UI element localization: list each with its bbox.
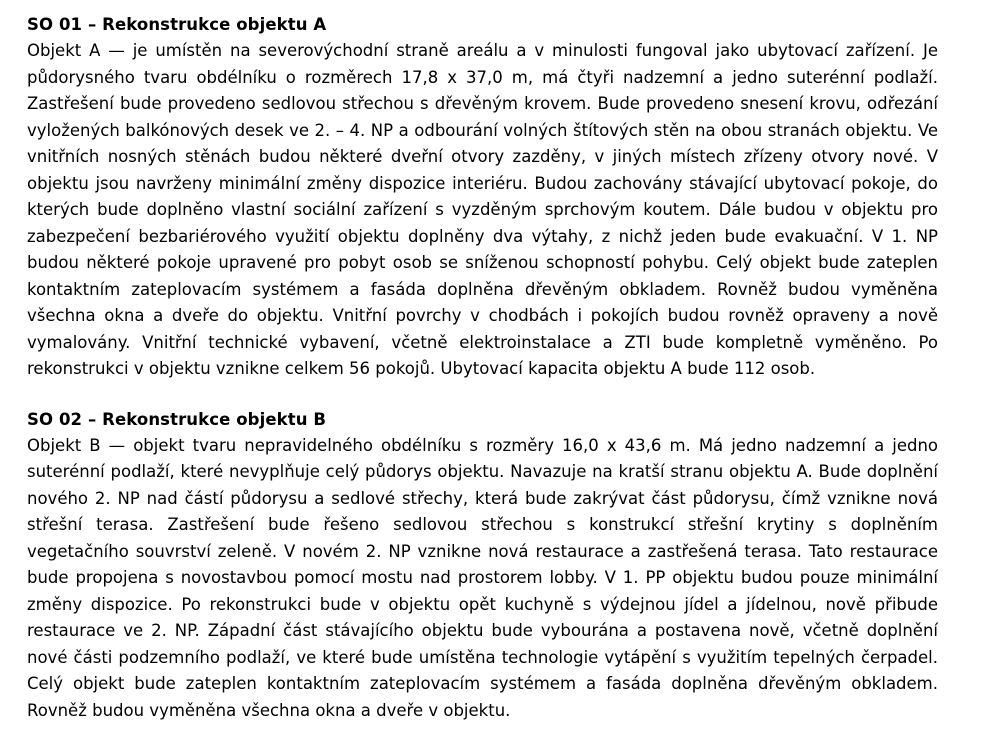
section-so-01	[27, 12, 938, 383]
section-so-02	[27, 407, 938, 725]
section-so-02-body: Objekt B — objekt tvaru nepravidelného obdélníku s rozměry 16,0 x 43,6 m. Má jedno nadzemní a jedno suterénní podlaží, které nevyplňuje celý půdorys objektu. Navazuje na kratší stranu objektu A. Bude doplnění nového 2. NP nad částí půdorysu a sedlové střechy, která bude zakrývat část půdorysu, čímž vznikne nová střešní terasa. Zastřešení bude řešeno sedlovou střechou s konstrukcí střešní krytiny s doplněním vegetačního souvrství zeleně. V novém 2. NP vznikne nová restaurace a zastřešená terasa. Tato restaurace bude propojena s novostavbou pomocí mostu nad prostorem lobby. V 1. PP objektu budou pouze minimální změny dispozice. Po rekonstrukci bude v objektu opět kuchyně s výdejnou jídel a jídelnou, nově přibude restaurace ve 2. NP. Západní část stávajícího objektu bude vybourána a postavena nově, včetně doplnění nové části podzemního podlaží, ve které bude umístěna technologie vytápění s využitím tepelných čerpadel. Celý objekt bude zateplen kontaktním zateplovacím systémem a fasáda doplněna dřevěným obkladem. Rovněž budou vyměněna všechna okna a dveře v objektu.	[27, 435, 938, 720]
section-so-01-heading: SO 01 – Rekonstrukce objektu A	[27, 15, 327, 34]
section-so-01-body: Objekt A — je umístěn na severovýchodní straně areálu a v minulosti fungoval jako ubytovací zařízení. Je půdorysného tvaru obdélníku o rozměrech 17,8 x 37,0 m, má čtyři nadzemní a jedno suterénní podlaží. Zastřešení bude provedeno sedlovou střechou s dřevěným krovem. Bude provedeno snesení krovu, odřezání vyložených balkónových desek ve 2. – 4. NP a odbourání volných štítových stěn na obou stranách objektu. Ve vnitřních nosných stěnách budou některé dveřní otvory zazděny, v jiných místech zřízeny otvory nové. V objektu jsou navrženy minimální změny dispozice interiéru. Budou zachovány stávající ubytovací pokoje, do kterých bude doplněno vlastní sociální zařízení s vyzděným sprchovým koutem. Dále budou v objektu pro zabezpečení bezbariérového využití objektu doplněny dva výtahy, z nichž jeden bude evakuační. V 1. NP budou některé pokoje upravené pro pobyt osob se sníženou schopností pohybu. Celý objekt bude zateplen kontaktním zateplovacím systémem a fasáda doplněna dřevěným obkladem. Rovněž budou vyměněna všechna okna a dveře do objektu. Vnitřní povrchy v chodbách i pokojích budou rovněž opraveny a nově vymalovány. Vnitřní technické vybavení, včetně elektroinstalace a ZTI bude kompletně vyměněno. Po rekonstrukci v objektu vznikne celkem 56 pokojů. Ubytovací kapacita objektu A bude 112 osob.	[27, 41, 938, 378]
section-so-02-heading: SO 02 – Rekonstrukce objektu B	[27, 409, 327, 429]
